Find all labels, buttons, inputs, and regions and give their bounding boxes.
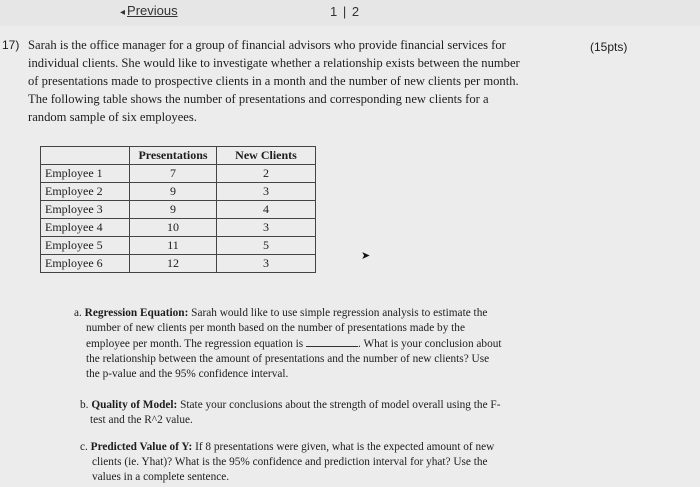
table-row bbox=[41, 237, 316, 255]
employee-cell: Employee 4 bbox=[41, 219, 130, 237]
new-clients-cell: 3 bbox=[217, 255, 316, 273]
part-b-line: State your conclusions about the strength of model overall using the F- bbox=[177, 399, 501, 411]
part-c-marker: c. bbox=[80, 441, 88, 453]
part-a-line: the relationship between the amount of presentations and the number of new clients? Use bbox=[86, 353, 490, 365]
part-a-line: Sarah would like to use simple regression analysis to estimate the bbox=[188, 307, 488, 319]
employee-cell: Employee 1 bbox=[41, 165, 130, 183]
presentations-cell: 7 bbox=[130, 165, 217, 183]
data-table bbox=[40, 146, 316, 273]
previous-label: Previous bbox=[127, 3, 178, 18]
part-a-line: . What is your conclusion about bbox=[358, 338, 502, 350]
new-clients-cell: 4 bbox=[217, 201, 316, 219]
question-line: Sarah is the office manager for a group of financial advisors who provide financial services for bbox=[28, 38, 506, 52]
chevron-left-icon: ◂ bbox=[120, 7, 126, 18]
question-text bbox=[28, 36, 588, 126]
part-b-title: Quality of Model: bbox=[91, 399, 178, 411]
part-a-line: employee per month. The regression equation is bbox=[86, 338, 307, 350]
part-c-title: Predicted Value of Y: bbox=[90, 441, 193, 453]
new-clients-cell: 2 bbox=[217, 165, 316, 183]
part-b-marker: b. bbox=[80, 399, 89, 411]
presentations-cell: 11 bbox=[130, 237, 217, 255]
table-row bbox=[41, 255, 316, 273]
table-row bbox=[41, 165, 316, 183]
table-header-row bbox=[41, 147, 316, 165]
table-row bbox=[41, 201, 316, 219]
mouse-pointer-icon: ➤ bbox=[361, 250, 371, 262]
header-new-clients: New Clients bbox=[217, 147, 316, 165]
table-row bbox=[41, 183, 316, 201]
part-a bbox=[74, 306, 594, 382]
employee-cell: Employee 2 bbox=[41, 183, 130, 201]
question-line: of presentations made to prospective clients in a month and the number of new clients per month. bbox=[28, 74, 519, 88]
presentations-cell: 12 bbox=[130, 255, 217, 273]
question-points: (15pts) bbox=[590, 40, 628, 54]
new-clients-cell: 5 bbox=[217, 237, 316, 255]
presentations-cell: 10 bbox=[130, 219, 217, 237]
question-line: The following table shows the number of presentations and corresponding new clients for a bbox=[28, 92, 489, 106]
part-b-line: test and the R^2 value. bbox=[90, 414, 193, 426]
part-a-title: Regression Equation: bbox=[84, 307, 189, 319]
part-b bbox=[80, 398, 600, 428]
question-line: individual clients. She would like to investigate whether a relationship exists between the number bbox=[28, 56, 520, 70]
presentations-cell: 9 bbox=[130, 183, 217, 201]
employee-cell: Employee 5 bbox=[41, 237, 130, 255]
question-number: 17) bbox=[2, 38, 20, 52]
page-indicator: 1 | 2 bbox=[330, 4, 361, 19]
part-c-line: clients (ie. Yhat)? What is the 95% confidence and prediction interval for yhat? Use the bbox=[92, 456, 488, 468]
part-c-line: values in a complete sentence. bbox=[92, 471, 230, 483]
regression-equation-blank bbox=[306, 336, 358, 347]
presentations-cell: 9 bbox=[130, 201, 217, 219]
employee-cell: Employee 3 bbox=[41, 201, 130, 219]
question-line: random sample of six employees. bbox=[28, 110, 197, 124]
part-a-line: number of new clients per month based on the number of presentations made by the bbox=[86, 322, 465, 334]
header-cell-blank bbox=[41, 147, 130, 165]
new-clients-cell: 3 bbox=[217, 183, 316, 201]
header-presentations: Presentations bbox=[130, 147, 217, 165]
part-c bbox=[80, 440, 600, 485]
part-a-marker: a. bbox=[74, 307, 82, 319]
new-clients-cell: 3 bbox=[217, 219, 316, 237]
part-c-line: If 8 presentations were given, what is the expected amount of new bbox=[192, 441, 495, 453]
part-a-line: the p-value and the 95% confidence interval. bbox=[86, 368, 289, 380]
table-row bbox=[41, 219, 316, 237]
previous-link[interactable] bbox=[120, 3, 178, 18]
employee-cell: Employee 6 bbox=[41, 255, 130, 273]
